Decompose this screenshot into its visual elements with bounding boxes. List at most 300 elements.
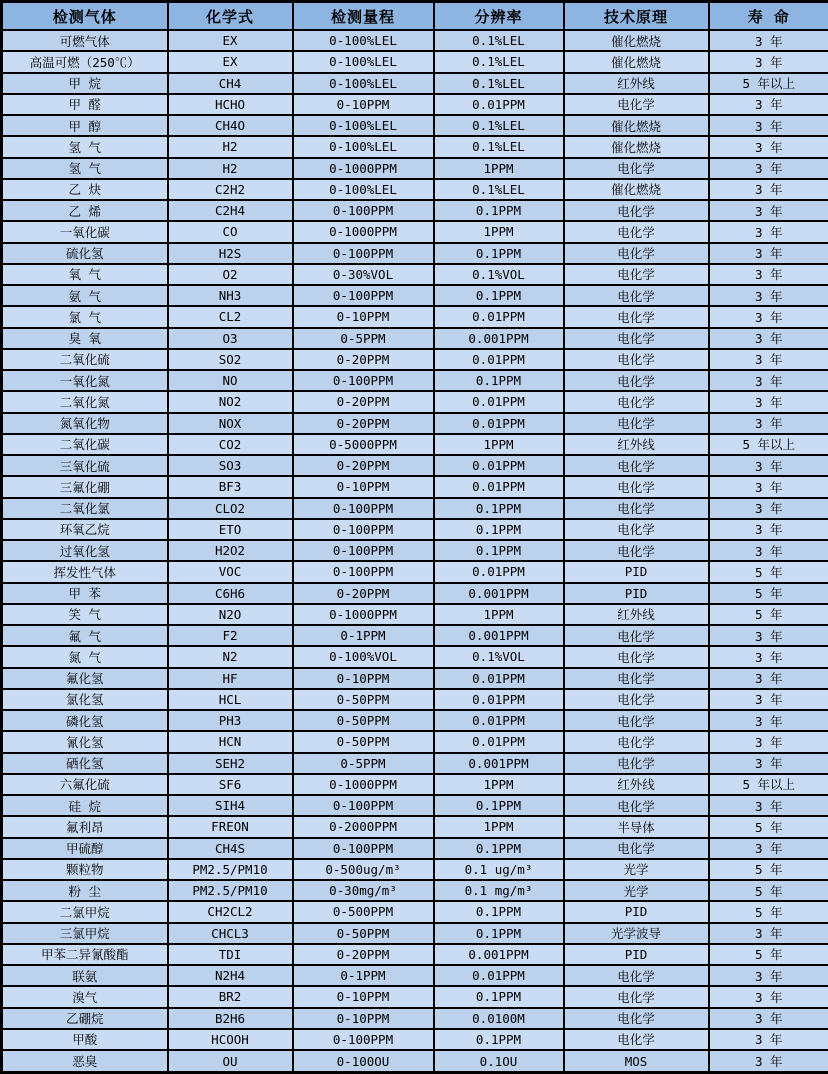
cell-formula: SEH2	[168, 753, 293, 774]
cell-range: 0-20PPM	[293, 455, 434, 476]
cell-formula: B2H6	[168, 1008, 293, 1029]
cell-principle: 电化学	[564, 243, 709, 264]
cell-lifespan: 3 年	[709, 519, 828, 540]
table-row	[2, 243, 828, 264]
table-row	[2, 1008, 828, 1029]
cell-formula: EX	[168, 30, 293, 51]
cell-formula: FREON	[168, 816, 293, 837]
cell-resolution: 0.01PPM	[434, 94, 564, 115]
cell-principle: 红外线	[564, 774, 709, 795]
cell-principle: PID	[564, 944, 709, 965]
cell-formula: N2O	[168, 604, 293, 625]
cell-formula: CH4	[168, 73, 293, 94]
cell-gas-name: 甲 醇	[2, 115, 168, 136]
cell-gas-name: 高温可燃（250℃）	[2, 51, 168, 72]
cell-principle: 光学波导	[564, 923, 709, 944]
table-row	[2, 859, 828, 880]
cell-principle: 催化燃烧	[564, 30, 709, 51]
cell-resolution: 0.001PPM	[434, 583, 564, 604]
cell-principle: 电化学	[564, 200, 709, 221]
table-row	[2, 455, 828, 476]
cell-range: 0-100PPM	[293, 795, 434, 816]
cell-formula: CH4S	[168, 838, 293, 859]
cell-principle: 电化学	[564, 668, 709, 689]
cell-range: 0-100PPM	[293, 838, 434, 859]
cell-lifespan: 3 年	[709, 668, 828, 689]
cell-lifespan: 3 年	[709, 625, 828, 646]
cell-formula: C2H2	[168, 179, 293, 200]
cell-formula: HCOOH	[168, 1029, 293, 1050]
cell-principle: 电化学	[564, 476, 709, 497]
cell-range: 0-100OU	[293, 1050, 434, 1073]
cell-principle: 红外线	[564, 73, 709, 94]
cell-lifespan: 5 年	[709, 859, 828, 880]
table-row	[2, 434, 828, 455]
cell-lifespan: 3 年	[709, 158, 828, 179]
table-row	[2, 306, 828, 327]
cell-range: 0-10PPM	[293, 94, 434, 115]
table-row	[2, 73, 828, 94]
cell-formula: NOX	[168, 413, 293, 434]
cell-gas-name: 甲 烷	[2, 73, 168, 94]
cell-principle: 电化学	[564, 370, 709, 391]
cell-gas-name: 乙 炔	[2, 179, 168, 200]
cell-gas-name: 甲 醛	[2, 94, 168, 115]
cell-range: 0-100%LEL	[293, 136, 434, 157]
cell-formula: PM2.5/PM10	[168, 880, 293, 901]
cell-lifespan: 5 年	[709, 901, 828, 922]
cell-range: 0-100%LEL	[293, 115, 434, 136]
table-row	[2, 689, 828, 710]
cell-resolution: 0.01PPM	[434, 731, 564, 752]
cell-gas-name: 甲酸	[2, 1029, 168, 1050]
cell-formula: O2	[168, 264, 293, 285]
cell-range: 0-100PPM	[293, 285, 434, 306]
table-row	[2, 328, 828, 349]
cell-formula: ETO	[168, 519, 293, 540]
table-row	[2, 944, 828, 965]
cell-range: 0-30%VOL	[293, 264, 434, 285]
table-row	[2, 370, 828, 391]
table-row	[2, 795, 828, 816]
cell-gas-name: 三氯甲烷	[2, 923, 168, 944]
cell-formula: N2H4	[168, 965, 293, 986]
cell-resolution: 0.01PPM	[434, 561, 564, 582]
cell-resolution: 1PPM	[434, 158, 564, 179]
cell-resolution: 0.001PPM	[434, 753, 564, 774]
table-row	[2, 519, 828, 540]
cell-formula: SF6	[168, 774, 293, 795]
cell-lifespan: 3 年	[709, 306, 828, 327]
cell-gas-name: 氢 气	[2, 158, 168, 179]
cell-formula: TDI	[168, 944, 293, 965]
table-row	[2, 901, 828, 922]
cell-resolution: 0.1%LEL	[434, 51, 564, 72]
table-row	[2, 115, 828, 136]
cell-range: 0-100PPM	[293, 498, 434, 519]
cell-formula: C6H6	[168, 583, 293, 604]
header-gas: 检测气体	[2, 2, 168, 31]
cell-gas-name: 溴气	[2, 986, 168, 1007]
cell-formula: SO3	[168, 455, 293, 476]
table-row	[2, 1029, 828, 1050]
cell-range: 0-30mg/m³	[293, 880, 434, 901]
cell-range: 0-5000PPM	[293, 434, 434, 455]
table-row	[2, 200, 828, 221]
cell-lifespan: 3 年	[709, 179, 828, 200]
cell-lifespan: 5 年	[709, 604, 828, 625]
cell-lifespan: 3 年	[709, 986, 828, 1007]
cell-principle: 电化学	[564, 391, 709, 412]
cell-range: 0-100PPM	[293, 519, 434, 540]
table-row	[2, 30, 828, 51]
cell-range: 0-1PPM	[293, 965, 434, 986]
cell-resolution: 0.0100M	[434, 1008, 564, 1029]
cell-gas-name: 甲 苯	[2, 583, 168, 604]
cell-gas-name: 环氧乙烷	[2, 519, 168, 540]
cell-resolution: 0.01PPM	[434, 668, 564, 689]
cell-resolution: 1PPM	[434, 221, 564, 242]
cell-principle: 电化学	[564, 986, 709, 1007]
cell-principle: 催化燃烧	[564, 136, 709, 157]
cell-formula: N2	[168, 646, 293, 667]
cell-formula: CO	[168, 221, 293, 242]
cell-range: 0-20PPM	[293, 349, 434, 370]
table-row	[2, 561, 828, 582]
cell-lifespan: 3 年	[709, 391, 828, 412]
cell-formula: EX	[168, 51, 293, 72]
cell-resolution: 0.1%VOL	[434, 646, 564, 667]
table-row	[2, 880, 828, 901]
cell-resolution: 0.1%LEL	[434, 115, 564, 136]
cell-resolution: 0.1%LEL	[434, 179, 564, 200]
cell-lifespan: 3 年	[709, 51, 828, 72]
cell-gas-name: 过氧化氢	[2, 540, 168, 561]
cell-range: 0-20PPM	[293, 413, 434, 434]
cell-principle: 催化燃烧	[564, 51, 709, 72]
cell-lifespan: 3 年	[709, 1029, 828, 1050]
cell-formula: BR2	[168, 986, 293, 1007]
cell-principle: 半导体	[564, 816, 709, 837]
cell-principle: 电化学	[564, 349, 709, 370]
cell-lifespan: 3 年	[709, 923, 828, 944]
cell-lifespan: 5 年以上	[709, 434, 828, 455]
cell-lifespan: 5 年	[709, 816, 828, 837]
cell-range: 0-500ug/m³	[293, 859, 434, 880]
cell-range: 0-10PPM	[293, 306, 434, 327]
cell-lifespan: 3 年	[709, 285, 828, 306]
header-resolution: 分辨率	[434, 2, 564, 31]
cell-principle: PID	[564, 901, 709, 922]
table-row	[2, 179, 828, 200]
cell-resolution: 0.01PPM	[434, 413, 564, 434]
cell-gas-name: 一氧化碳	[2, 221, 168, 242]
table-row	[2, 923, 828, 944]
cell-lifespan: 3 年	[709, 965, 828, 986]
cell-lifespan: 3 年	[709, 264, 828, 285]
cell-gas-name: 氟化氢	[2, 668, 168, 689]
cell-lifespan: 5 年	[709, 880, 828, 901]
cell-gas-name: 磷化氢	[2, 710, 168, 731]
cell-gas-name: 氯化氢	[2, 689, 168, 710]
cell-lifespan: 3 年	[709, 328, 828, 349]
cell-formula: PH3	[168, 710, 293, 731]
cell-gas-name: 甲硫醇	[2, 838, 168, 859]
cell-lifespan: 3 年	[709, 1050, 828, 1073]
cell-range: 0-1000PPM	[293, 604, 434, 625]
cell-formula: SIH4	[168, 795, 293, 816]
cell-resolution: 1PPM	[434, 774, 564, 795]
table-row	[2, 51, 828, 72]
cell-principle: 电化学	[564, 306, 709, 327]
cell-gas-name: 二氧化氮	[2, 391, 168, 412]
cell-range: 0-50PPM	[293, 923, 434, 944]
cell-formula: CH2CL2	[168, 901, 293, 922]
cell-principle: 电化学	[564, 285, 709, 306]
cell-lifespan: 3 年	[709, 540, 828, 561]
cell-resolution: 0.01PPM	[434, 391, 564, 412]
cell-resolution: 1PPM	[434, 816, 564, 837]
cell-range: 0-100PPM	[293, 243, 434, 264]
cell-gas-name: 臭 氧	[2, 328, 168, 349]
cell-principle: 电化学	[564, 689, 709, 710]
cell-principle: PID	[564, 583, 709, 604]
cell-principle: 电化学	[564, 965, 709, 986]
cell-resolution: 0.1PPM	[434, 285, 564, 306]
cell-lifespan: 5 年	[709, 561, 828, 582]
cell-lifespan: 3 年	[709, 200, 828, 221]
cell-range: 0-100%LEL	[293, 73, 434, 94]
cell-gas-name: 二氧化硫	[2, 349, 168, 370]
cell-range: 0-100%VOL	[293, 646, 434, 667]
cell-gas-name: 挥发性气体	[2, 561, 168, 582]
cell-resolution: 0.1PPM	[434, 795, 564, 816]
cell-resolution: 0.1PPM	[434, 540, 564, 561]
table-row	[2, 753, 828, 774]
cell-lifespan: 3 年	[709, 753, 828, 774]
cell-gas-name: 乙 烯	[2, 200, 168, 221]
cell-lifespan: 5 年	[709, 583, 828, 604]
cell-resolution: 0.1%LEL	[434, 136, 564, 157]
header-principle: 技术原理	[564, 2, 709, 31]
cell-lifespan: 5 年以上	[709, 774, 828, 795]
table-row	[2, 710, 828, 731]
cell-gas-name: 硅 烷	[2, 795, 168, 816]
cell-formula: HCL	[168, 689, 293, 710]
table-row	[2, 136, 828, 157]
cell-lifespan: 3 年	[709, 370, 828, 391]
cell-resolution: 1PPM	[434, 434, 564, 455]
cell-lifespan: 3 年	[709, 243, 828, 264]
cell-lifespan: 3 年	[709, 646, 828, 667]
cell-resolution: 0.1 ug/m³	[434, 859, 564, 880]
cell-principle: 电化学	[564, 838, 709, 859]
cell-range: 0-20PPM	[293, 944, 434, 965]
cell-range: 0-10PPM	[293, 668, 434, 689]
cell-lifespan: 3 年	[709, 1008, 828, 1029]
cell-lifespan: 3 年	[709, 413, 828, 434]
cell-principle: 电化学	[564, 221, 709, 242]
cell-principle: 催化燃烧	[564, 179, 709, 200]
cell-lifespan: 3 年	[709, 455, 828, 476]
cell-gas-name: 可燃气体	[2, 30, 168, 51]
table-row	[2, 583, 828, 604]
cell-resolution: 0.1PPM	[434, 923, 564, 944]
cell-resolution: 0.01PPM	[434, 689, 564, 710]
cell-gas-name: 粉 尘	[2, 880, 168, 901]
cell-gas-name: 颗粒物	[2, 859, 168, 880]
cell-principle: 红外线	[564, 604, 709, 625]
cell-lifespan: 3 年	[709, 795, 828, 816]
cell-range: 0-1PPM	[293, 625, 434, 646]
cell-lifespan: 3 年	[709, 731, 828, 752]
cell-principle: 电化学	[564, 710, 709, 731]
cell-range: 0-50PPM	[293, 731, 434, 752]
cell-range: 0-20PPM	[293, 583, 434, 604]
cell-formula: H2O2	[168, 540, 293, 561]
cell-lifespan: 3 年	[709, 349, 828, 370]
cell-principle: 催化燃烧	[564, 115, 709, 136]
cell-gas-name: 硫化氢	[2, 243, 168, 264]
table-header-row	[2, 2, 828, 31]
cell-resolution: 0.001PPM	[434, 625, 564, 646]
cell-principle: PID	[564, 561, 709, 582]
table-row	[2, 391, 828, 412]
cell-gas-name: 二氧化氯	[2, 498, 168, 519]
table-row	[2, 158, 828, 179]
cell-resolution: 0.1%LEL	[434, 73, 564, 94]
cell-formula: CLO2	[168, 498, 293, 519]
cell-range: 0-50PPM	[293, 689, 434, 710]
cell-resolution: 0.01PPM	[434, 710, 564, 731]
header-formula: 化学式	[168, 2, 293, 31]
table-row	[2, 731, 828, 752]
table-row	[2, 838, 828, 859]
cell-formula: HF	[168, 668, 293, 689]
cell-range: 0-500PPM	[293, 901, 434, 922]
cell-principle: 电化学	[564, 1029, 709, 1050]
cell-formula: C2H4	[168, 200, 293, 221]
cell-principle: 电化学	[564, 753, 709, 774]
cell-range: 0-100%LEL	[293, 51, 434, 72]
cell-principle: 电化学	[564, 731, 709, 752]
cell-lifespan: 3 年	[709, 498, 828, 519]
cell-resolution: 0.001PPM	[434, 944, 564, 965]
cell-formula: VOC	[168, 561, 293, 582]
table-row	[2, 221, 828, 242]
cell-gas-name: 甲苯二异氰酸酯	[2, 944, 168, 965]
cell-range: 0-100%LEL	[293, 179, 434, 200]
cell-lifespan: 3 年	[709, 115, 828, 136]
cell-gas-name: 氰化氢	[2, 731, 168, 752]
cell-resolution: 0.001PPM	[434, 328, 564, 349]
table-body	[2, 30, 828, 1073]
table-row	[2, 625, 828, 646]
cell-resolution: 0.1PPM	[434, 498, 564, 519]
cell-resolution: 0.1PPM	[434, 986, 564, 1007]
cell-formula: CHCL3	[168, 923, 293, 944]
cell-gas-name: 氮 气	[2, 646, 168, 667]
cell-formula: F2	[168, 625, 293, 646]
cell-range: 0-1000PPM	[293, 221, 434, 242]
cell-formula: O3	[168, 328, 293, 349]
cell-principle: 电化学	[564, 625, 709, 646]
cell-lifespan: 3 年	[709, 30, 828, 51]
table-row	[2, 965, 828, 986]
cell-gas-name: 笑 气	[2, 604, 168, 625]
table-row	[2, 94, 828, 115]
cell-formula: CH4O	[168, 115, 293, 136]
cell-formula: NO	[168, 370, 293, 391]
cell-gas-name: 二氧化碳	[2, 434, 168, 455]
cell-resolution: 0.1PPM	[434, 519, 564, 540]
cell-principle: MOS	[564, 1050, 709, 1073]
cell-lifespan: 3 年	[709, 838, 828, 859]
cell-gas-name: 一氧化氮	[2, 370, 168, 391]
cell-principle: 光学	[564, 859, 709, 880]
table-row	[2, 646, 828, 667]
cell-gas-name: 氢 气	[2, 136, 168, 157]
cell-resolution: 1PPM	[434, 604, 564, 625]
header-lifespan: 寿 命	[709, 2, 828, 31]
cell-resolution: 0.1PPM	[434, 901, 564, 922]
cell-range: 0-100%LEL	[293, 30, 434, 51]
cell-range: 0-100PPM	[293, 1029, 434, 1050]
cell-range: 0-1000PPM	[293, 774, 434, 795]
cell-lifespan: 5 年以上	[709, 73, 828, 94]
cell-range: 0-20PPM	[293, 391, 434, 412]
cell-lifespan: 5 年	[709, 944, 828, 965]
cell-resolution: 0.1PPM	[434, 1029, 564, 1050]
table-row	[2, 1050, 828, 1073]
cell-range: 0-100PPM	[293, 200, 434, 221]
cell-resolution: 0.1PPM	[434, 243, 564, 264]
cell-gas-name: 氨 气	[2, 285, 168, 306]
cell-formula: HCHO	[168, 94, 293, 115]
table-row	[2, 540, 828, 561]
cell-range: 0-50PPM	[293, 710, 434, 731]
cell-formula: CO2	[168, 434, 293, 455]
cell-range: 0-10PPM	[293, 986, 434, 1007]
cell-principle: 电化学	[564, 158, 709, 179]
table-row	[2, 349, 828, 370]
cell-principle: 电化学	[564, 328, 709, 349]
cell-formula: BF3	[168, 476, 293, 497]
cell-formula: NH3	[168, 285, 293, 306]
cell-formula: H2	[168, 136, 293, 157]
cell-resolution: 0.1%LEL	[434, 30, 564, 51]
cell-gas-name: 氟利昂	[2, 816, 168, 837]
cell-range: 0-100PPM	[293, 370, 434, 391]
table-row	[2, 816, 828, 837]
cell-range: 0-5PPM	[293, 328, 434, 349]
table-row	[2, 986, 828, 1007]
cell-formula: CL2	[168, 306, 293, 327]
cell-lifespan: 3 年	[709, 94, 828, 115]
cell-formula: H2S	[168, 243, 293, 264]
cell-gas-name: 氧 气	[2, 264, 168, 285]
table-row	[2, 498, 828, 519]
cell-gas-name: 恶臭	[2, 1050, 168, 1073]
cell-resolution: 0.01PPM	[434, 455, 564, 476]
cell-principle: 电化学	[564, 94, 709, 115]
header-range: 检测量程	[293, 2, 434, 31]
cell-principle: 电化学	[564, 264, 709, 285]
cell-resolution: 0.1PPM	[434, 370, 564, 391]
table-row	[2, 604, 828, 625]
cell-formula: HCN	[168, 731, 293, 752]
table-row	[2, 285, 828, 306]
